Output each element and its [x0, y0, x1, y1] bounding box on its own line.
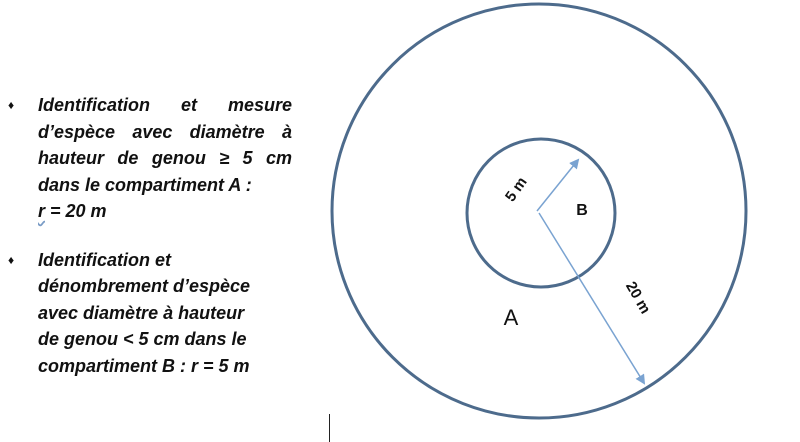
diamond-bullet-icon: ♦ — [8, 98, 15, 112]
bullet-b-line-3: avec diamètre à hauteur — [38, 302, 245, 323]
inner-radius-label: 5 m — [501, 173, 531, 205]
bullet-b-line-1: Identification et — [38, 249, 172, 270]
bullet-a-line-3: hauteur de genou ≥ 5 cm — [38, 148, 292, 168]
inner-radius-arrow — [537, 160, 578, 211]
bullet-a-line-2: d’espèce avec diamètre à — [38, 121, 292, 142]
diamond-bullet-icon: ♦ — [8, 252, 15, 267]
outer-radius-label: 20 m — [621, 278, 654, 317]
bullet-b-line-5: compartiment B : r = 5 m — [38, 355, 250, 376]
inner-compartment-label: B — [576, 202, 588, 219]
bullet-b-line-4: de genou < 5 cm dans le — [38, 329, 247, 349]
outer-circle-compartment-a — [332, 4, 746, 418]
outer-compartment-label: A — [503, 305, 519, 330]
inner-circle-compartment-b — [467, 139, 615, 287]
formula-variable-r: r — [38, 201, 46, 221]
bullet-a-line-4: dans le compartiment A : — [38, 174, 252, 195]
formula-value: = 20 m — [45, 201, 107, 221]
bullet-b-line-2: dénombrement d’espèce — [38, 276, 251, 296]
bullet-a-line-1: Identification et mesure — [38, 95, 292, 115]
text-cursor — [329, 414, 330, 442]
